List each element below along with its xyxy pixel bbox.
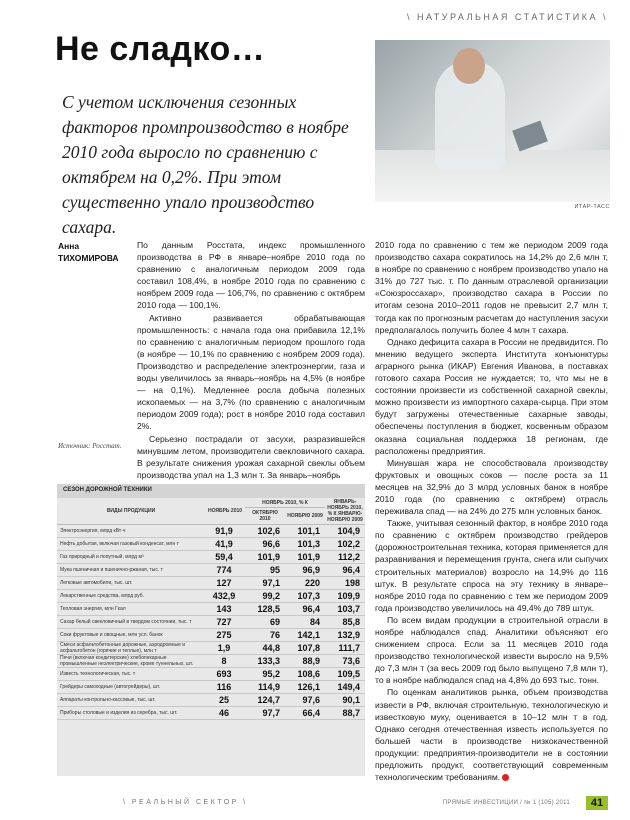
table-row	[57, 681, 365, 694]
table-title: СЕЗОН ДОРОЖНОЙ ТЕХНИКИ	[57, 484, 365, 498]
header-oct2010: ОКТЯБРЮ 2010	[245, 508, 285, 525]
table-body	[57, 525, 365, 720]
photo-scoop	[512, 121, 548, 152]
table-row	[57, 707, 365, 720]
table-row	[57, 538, 365, 551]
table-cell-value: 275	[205, 629, 245, 642]
table-cell-value: 111,7	[325, 642, 365, 655]
table-cell-value: 693	[205, 668, 245, 681]
table-cell-value: 432,9	[205, 590, 245, 603]
table-row	[57, 564, 365, 577]
table-row	[57, 616, 365, 629]
table-cell-value: 112,2	[325, 551, 365, 564]
table-cell-value: 1,9	[205, 642, 245, 655]
table-cell-product: Грейдеры самоходные (автогрейдеры), шт.	[57, 681, 205, 694]
table-cell-value: 149,4	[325, 681, 365, 694]
table-cell-value: 73,6	[325, 655, 365, 668]
table-row	[57, 577, 365, 590]
table-row	[57, 551, 365, 564]
table-cell-value: 41,9	[205, 538, 245, 551]
table-cell-value: 101,1	[285, 525, 325, 538]
photo-credit: ИТАР-ТАСС	[574, 204, 610, 210]
header-product: ВИДЫ ПРОДУКЦИИ	[57, 498, 205, 525]
article-lead: С учетом исключения сезонных факторов промпроизводство в ноябре 2010 года выросло по сравнению с октябрем на 0,2%. При этом существенно упало производство сахара.	[62, 92, 349, 237]
paragraph: Минувшая жара не способствовала производству фруктовых и овощных соков — после роста за 11 месяцев на 32,9% до 3 млрд условных банок в ноябре 2010 года (по сравнению с октябрем) отрасль переживала спад — на 24% до 275 млн условных банок.	[375, 457, 608, 517]
table-cell-product: Лекарственные средства, млрд руб.	[57, 590, 205, 603]
table-row	[57, 629, 365, 642]
table-cell-value: 88,9	[285, 655, 325, 668]
table-cell-value: 107,8	[285, 642, 325, 655]
table-cell-value: 88,7	[325, 707, 365, 720]
article-photo	[375, 40, 610, 202]
table-cell-value: 108,6	[285, 668, 325, 681]
table-cell-value: 95,2	[245, 668, 285, 681]
table-cell-value: 132,9	[325, 629, 365, 642]
photo-worker-head	[453, 48, 485, 84]
stats-table	[57, 498, 365, 720]
author-last-name: ТИХОМИРОВА	[58, 253, 119, 263]
table-cell-value: 102,2	[325, 538, 365, 551]
source-note: Источник: Росстат.	[58, 442, 122, 450]
table-cell-value: 95	[245, 564, 285, 577]
table-cell-value: 133,3	[245, 655, 285, 668]
page-number: 41	[586, 796, 608, 810]
table-cell-value: 8	[205, 655, 245, 668]
body-column-2	[375, 239, 608, 783]
paragraph-text: По оценкам аналитиков рынка, объем производства извести в РФ, включая строительную, технологическую и известковую муку, оценивается в 10–12 млн т в год. Однако сегодня отечественная известь используется по большей части в производстве низкокачественной продукции: предприятия-производители не в состоянии предложить продукт, соответствующий современным технологическим требованиям.	[375, 687, 608, 783]
table-cell-value: 97,6	[285, 694, 325, 707]
table-cell-value: 85,8	[325, 616, 365, 629]
article-headline: Не сладко…	[55, 30, 266, 68]
table-cell-value: 46	[205, 707, 245, 720]
paragraph-last	[375, 686, 608, 783]
table-cell-value: 101,9	[245, 551, 285, 564]
table-cell-product: Печи (включая кондитерские) хлебопекарные промышленные неэлектрические, кроме туннельных, шт.	[57, 655, 205, 668]
table-cell-value: 102,6	[245, 525, 285, 538]
table-cell-value: 198	[325, 577, 365, 590]
paragraph: По всем видам продукции в строительной отрасли в ноябре наблюдался спад. Аналитики объясняют его снижением спроса. Если за 11 месяцев 2010 года производство технологической извести выросло на 9,5% до 7,3 млн т (за весь 2009 год было выпущено 7,8 млн т), то в ноябре наблюдался спад на 4,8% до 693 тыс. тонн.	[375, 614, 608, 686]
table-row	[57, 642, 365, 655]
table-cell-value: 128,5	[245, 603, 285, 616]
table-cell-value: 124,7	[245, 694, 285, 707]
table-cell-value: 69	[245, 616, 285, 629]
paragraph: Однако дефицита сахара в России не предвидится. По мнению ведущего эксперта Института конъюнктуры аграрного рынка (ИКАР) Евгения Иванова, в поставках готового сахара Россия не нуждается; то, что мы не в состоянии произвести из собственной сахарной свеклы, можно произвести из импортного сахара-сырца. При этом будут загружены отечественные сахарные заводы, обеспечены поступления в бюджет, косвенным образом оказана социальная поддержка 18 регионам, где расположены предприятия.	[375, 336, 608, 456]
table-cell-value: 96,4	[325, 564, 365, 577]
table-cell-value: 101,3	[285, 538, 325, 551]
end-mark-icon	[502, 774, 509, 781]
table-row	[57, 590, 365, 603]
footer-section: \ РЕАЛЬНЫЙ СЕКТОР \	[123, 799, 248, 806]
table-cell-value: 25	[205, 694, 245, 707]
author-first-name: Анна	[58, 241, 80, 251]
table-cell-value: 99,2	[245, 590, 285, 603]
table-cell-product: Известь технологическая, тыс. т	[57, 668, 205, 681]
table-row	[57, 603, 365, 616]
author-byline	[58, 240, 119, 264]
table-cell-value: 97,7	[245, 707, 285, 720]
header-nov2009: НОЯБРЮ 2009	[285, 508, 325, 525]
paragraph: По данным Росстата, индекс промышленного производства в РФ в январе–ноябре 2010 года по сравнению с аналогичным периодом 2009 года составил 108,4%, в ноябре 2010 года по сравнению с ноябрем 2009 года — 106,7%, по сравнению с октябрем 2010 года — 100,1%.	[137, 240, 365, 311]
table-cell-value: 90,1	[325, 694, 365, 707]
paragraph: Серьезно пострадали от засухи, разразившейся минувшим летом, производители свекловичного сахара. В результате снижения урожая сахарной свеклы объем производства упал на 1,3 млн т. За январь–ноябрь	[137, 433, 365, 480]
table-cell-value: 96,4	[285, 603, 325, 616]
header-group: НОЯБРЬ 2010, % К	[245, 498, 325, 508]
table-cell-value: 96,9	[285, 564, 325, 577]
header-jan-nov: ЯНВАРЬ-НОЯБРЬ 2010, % К ЯНВАРЮ-НОЯБРЮ 2009	[325, 498, 365, 525]
table-cell-product: Приборы столовые и изделия из серебра, тыс. шт.	[57, 707, 205, 720]
table-cell-product: Газ природный и попутный, млрд м³	[57, 551, 205, 564]
table-cell-value: 84	[285, 616, 325, 629]
table-cell-value: 127	[205, 577, 245, 590]
table-cell-product: Легковые автомобили, тыс. шт.	[57, 577, 205, 590]
table-row	[57, 655, 365, 668]
table-row	[57, 694, 365, 707]
table-cell-value: 104,9	[325, 525, 365, 538]
table-cell-value: 91,9	[205, 525, 245, 538]
table-cell-product: Аппараты контрольно-кассовые, тыс. шт.	[57, 694, 205, 707]
table-cell-product: Мука пшеничная и пшенично-ржаная, тыс. т	[57, 564, 205, 577]
table-cell-value: 96,6	[245, 538, 285, 551]
table-cell-value: 109,9	[325, 590, 365, 603]
table-cell-product: Электроэнергия, млрд кВт·ч	[57, 525, 205, 538]
table-cell-value: 59,4	[205, 551, 245, 564]
table-row	[57, 668, 365, 681]
section-rubric: \ НАТУРАЛЬНАЯ СТАТИСТИКА \	[406, 12, 608, 22]
table-cell-value: 109,5	[325, 668, 365, 681]
table-cell-value: 727	[205, 616, 245, 629]
table-cell-value: 107,3	[285, 590, 325, 603]
table-cell-value: 116	[205, 681, 245, 694]
table-cell-product: Тепловая энергия, млн Гкал	[57, 603, 205, 616]
paragraph: Также, учитывая сезонный фактор, в ноябре 2010 года по сравнению с октябрем производство грейдеров (дорожностроительная техника, которая применяется для разравнивания и перемещения грунта, снега или сыпучих строительных материалов) возросло на 14,9% до 116 штук. В результате спроса на эту технику в январе–ноябре 2010 года по сравнению с тем же периодом 2009 года производство увеличилось на 49,4% до 789 штук.	[375, 518, 608, 613]
paragraph: 2010 года по сравнению с тем же периодом 2009 года производство сахара сократилось на 14,2% до 2,6 млн т, в ноябре по сравнению с ноябрем производство упало на 31% до 727 тыс. т. По данным отраслевой организации «Союзроссахар», производство сахара в России по итогам сезона 2010–2011 годов не превысит 2,7 млн т, тогда как по прогнозным расчетам до наступления засухи предполагалось получить более 4 млн т сахара.	[375, 240, 608, 335]
table-row	[57, 525, 365, 538]
table-cell-value: 114,9	[245, 681, 285, 694]
table-cell-value: 143	[205, 603, 245, 616]
table-cell-value: 76	[245, 629, 285, 642]
table-cell-product: Соки фруктовые и овощные, млн усл. банок	[57, 629, 205, 642]
body-column-1	[137, 239, 365, 481]
paragraph: Активно развивается обрабатывающая промышленность: с начала года она прибавила 12,1% по сравнению с аналогичным периодом прошлого года (в ноябре — 10,1% по сравнению с ноябрем 2009 года). Производство и распределение электроэнергии, газа и воды увеличилось за январь–ноябрь на 4,5% (в ноябре — на 0,1%). Медленнее росла добыча полезных ископаемых — на 3,7% (по сравнению с аналогичным периодом 2009 года); рост в ноябре 2010 года составил 2%.	[137, 312, 365, 432]
table-cell-value: 101,9	[285, 551, 325, 564]
header-nov2010: НОЯБРЬ 2010	[205, 498, 245, 525]
stats-table-box	[57, 484, 365, 776]
table-cell-value: 220	[285, 577, 325, 590]
table-cell-value: 44,8	[245, 642, 285, 655]
table-cell-value: 126,1	[285, 681, 325, 694]
table-cell-product: Нефть добытая, включая газовый конденсат, млн т	[57, 538, 205, 551]
table-cell-value: 142,1	[285, 629, 325, 642]
table-cell-value: 97,1	[245, 577, 285, 590]
table-cell-value: 774	[205, 564, 245, 577]
table-cell-value: 66,4	[285, 707, 325, 720]
table-cell-value: 103,7	[325, 603, 365, 616]
table-cell-product: Сахар белый свекловичный в твердом состоянии, тыс. т	[57, 616, 205, 629]
table-cell-product: Смеси асфальтобетонные дорожные, аэродромные и асфальтобетон (горячие и теплые), млн т	[57, 642, 205, 655]
footer-magazine: ПРЯМЫЕ ИНВЕСТИЦИИ / № 1 (105) 2011	[442, 800, 570, 806]
